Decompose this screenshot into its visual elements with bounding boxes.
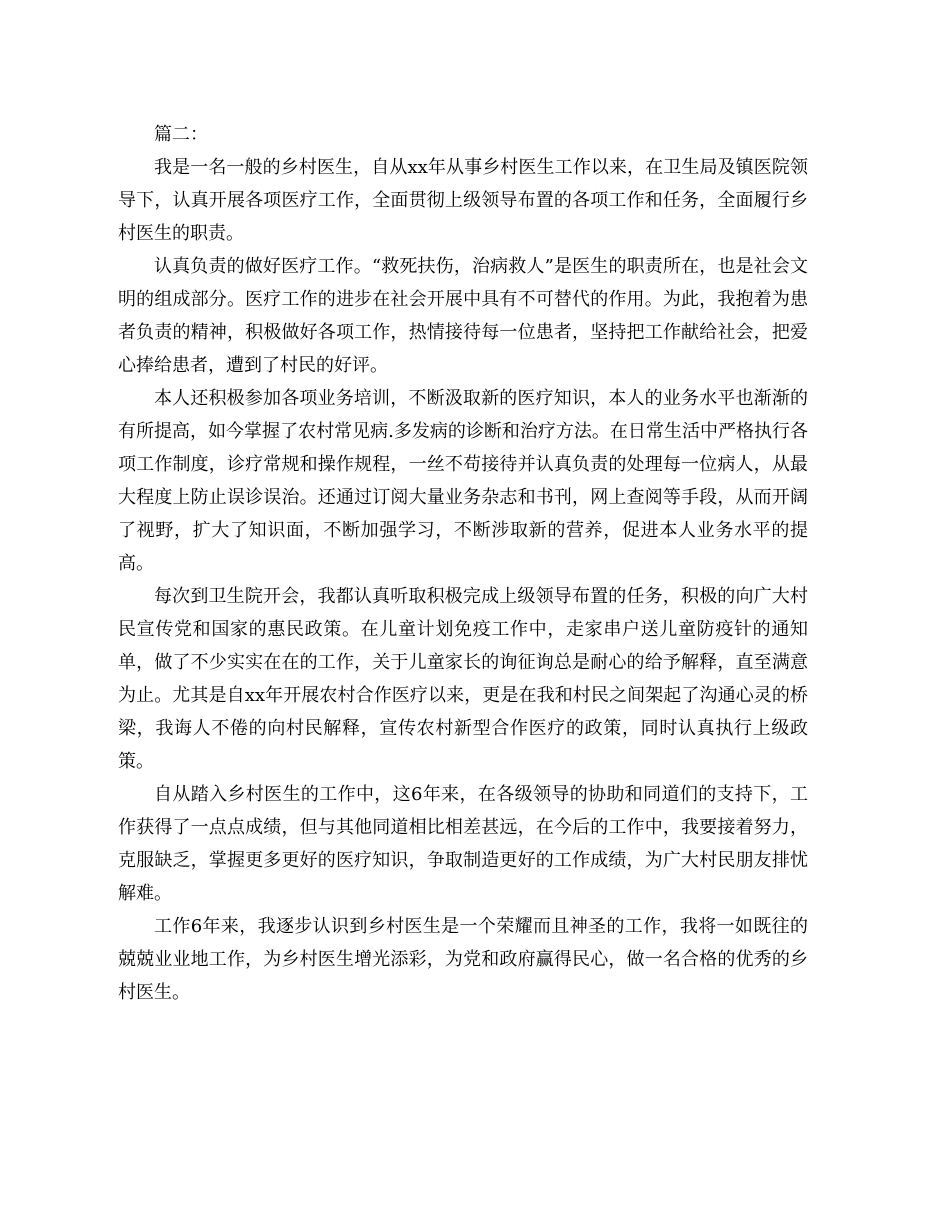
paragraph-2: 认真负责的做好医疗工作。“救死扶伤，治病救人”是医生的职责所在，也是社会文明的组成部分。医疗工作的进步在社会开展中具有不可替代的作用。为此，我抱着为患者负责的精神，积极做好各项工作，热情接待每一位患者，坚持把工作献给社会，把爱心捧给患者，遭到了村民的好评。 (118, 256, 808, 376)
paragraph-3: 本人还积极参加各项业务培训，不断汲取新的医疗知识，本人的业务水平也渐渐的有所提高，如今掌握了农村常见病.多发病的诊断和治疗方法。在日常生活中严格执行各项工作制度，诊疗常规和操作规程，一丝不苟接待并认真负责的处理每一位病人，从最大程度上防止误诊误治。还通过订阅大量业务杂志和书刊，网上查阅等手段，从而开阔了视野，扩大了知识面，不断加强学习，不断涉取新的营养，促进本人业务水平的提高。 (118, 388, 808, 574)
paragraph-1: 我是一名一般的乡村医生，自从xx年从事乡村医生工作以来，在卫生局及镇医院领导下，认真开展各项医疗工作，全面贯彻上级领导布置的各项工作和任务，全面履行乡村医生的职责。 (118, 157, 808, 244)
section-heading: 篇二： (154, 124, 208, 145)
paragraph-6: 工作6年来，我逐步认识到乡村医生是一个荣耀而且神圣的工作，我将一如既往的兢兢业业地工作，为乡村医生增光添彩，为党和政府赢得民心，做一名合格的优秀的乡村医生。 (118, 916, 808, 1003)
document-body (118, 118, 808, 1009)
paragraph-4: 每次到卫生院开会，我都认真听取积极完成上级领导布置的任务，积极的向广大村民宣传党和国家的惠民政策。在儿童计划免疫工作中，走家串户送儿童防疫针的通知单，做了不少实实在在的工作，关于儿童家长的询征询总是耐心的给予解释，直至满意为止。尤其是自xx年开展农村合作医疗以来，更是在我和村民之间架起了沟通心灵的桥梁，我诲人不倦的向村民解释，宣传农村新型合作医疗的政策，同时认真执行上级政策。 (118, 586, 808, 772)
paragraph-5: 自从踏入乡村医生的工作中，这6年来，在各级领导的协助和同道们的支持下，工作获得了一点点成绩，但与其他同道相比相差甚远，在今后的工作中，我要接着努力，克服缺乏，掌握更多更好的医疗知识，争取制造更好的工作成绩，为广大村民朋友排忧解难。 (118, 784, 808, 904)
